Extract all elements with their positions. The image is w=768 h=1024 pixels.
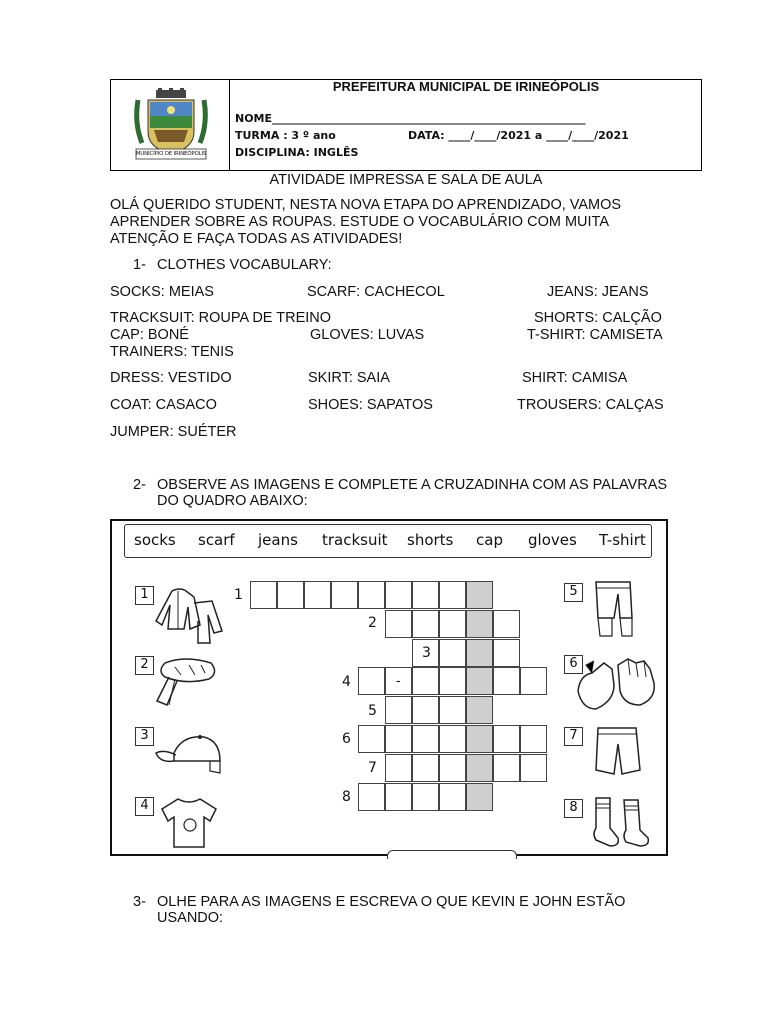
crossword-cell[interactable]: [493, 667, 520, 695]
crossword-cell[interactable]: [412, 696, 439, 724]
socks-icon: [588, 794, 654, 850]
crossword-cell[interactable]: [466, 610, 493, 638]
question-3-line-1: OLHE PARA AS IMAGENS E ESCREVA O QUE KEVIN E JOHN ESTÃO: [157, 894, 626, 910]
crossword-cell[interactable]: [466, 783, 493, 811]
crossword-cell[interactable]: [412, 725, 439, 753]
picture-number: 7: [564, 727, 583, 746]
word-bank-item: T-shirt: [599, 531, 646, 549]
crossword-cell[interactable]: [385, 754, 412, 782]
word-bank-item: shorts: [407, 531, 454, 549]
crossword-cell[interactable]: [439, 610, 466, 638]
picture-number: 5: [564, 583, 583, 602]
word-bank-item: socks: [134, 531, 176, 549]
crossword-cell[interactable]: [520, 725, 547, 753]
vocab-jeans: JEANS: JEANS: [547, 284, 649, 300]
crossword-cell[interactable]: [358, 667, 385, 695]
crossword-cell[interactable]: [385, 581, 412, 609]
word-bank-item: cap: [476, 531, 503, 549]
crossword-cell[interactable]: [304, 581, 331, 609]
vocab-cap: CAP: BONÉ: [110, 327, 189, 343]
vocab-skirt: SKIRT: SAIA: [308, 370, 390, 386]
vocab-dress: DRESS: VESTIDO: [110, 370, 232, 386]
word-bank-item: tracksuit: [322, 531, 388, 549]
crossword-cell[interactable]: [358, 783, 385, 811]
crossword-cell[interactable]: [466, 667, 493, 695]
crossword-bottom-tab: [387, 850, 517, 859]
crossword-cell[interactable]: [385, 725, 412, 753]
crossword-cell[interactable]: [439, 754, 466, 782]
question-3-line-2: USANDO:: [157, 910, 224, 926]
clue-number: 6: [342, 731, 351, 747]
clue-number: 1: [234, 587, 243, 603]
date-field: DATA: ____/____/2021 a ____/____/2021: [408, 129, 629, 142]
crossword-cell[interactable]: [439, 783, 466, 811]
activity-subtitle: ATIVIDADE IMPRESSA E SALA DE AULA: [269, 172, 543, 188]
crossword-cell[interactable]: [493, 639, 520, 667]
gloves-icon: [574, 655, 660, 715]
vocab-coat: COAT: CASACO: [110, 397, 217, 413]
crossword-cell[interactable]: [466, 754, 493, 782]
turma-label: TURMA : 3 º ano: [235, 129, 336, 142]
picture-number: 6: [564, 655, 583, 674]
crossword-cell[interactable]: [385, 696, 412, 724]
vocab-trainers: TRAINERS: TENIS: [110, 344, 234, 360]
crest-ribbon-text: MUNICÍPIO DE IRINEÓPOLIS: [135, 151, 207, 157]
question-2-line-2: DO QUADRO ABAIXO:: [157, 493, 308, 509]
clue-number: 7: [368, 760, 377, 776]
crossword-cell[interactable]: [412, 754, 439, 782]
tshirt-icon: [158, 795, 220, 851]
vocab-shorts: SHORTS: CALÇÃO: [534, 310, 662, 326]
crossword-cell[interactable]: [412, 610, 439, 638]
vocab-jumper: JUMPER: SUÉTER: [110, 424, 237, 440]
scarf-icon: [145, 655, 225, 709]
tracksuit-icon: [154, 585, 226, 647]
crossword-cell[interactable]: [358, 581, 385, 609]
question-3-number: 3-: [133, 894, 146, 910]
crossword-cell[interactable]: [385, 610, 412, 638]
clue-number: 5: [368, 703, 377, 719]
intro-line-3: ATENÇÃO E FAÇA TODAS AS ATIVIDADES!: [110, 231, 403, 247]
crossword-cell[interactable]: [439, 581, 466, 609]
picture-number: 2: [135, 656, 154, 675]
word-bank-item: jeans: [258, 531, 298, 549]
question-1-number: 1-: [133, 257, 146, 273]
crossword-cell[interactable]: [466, 639, 493, 667]
vocab-scarf: SCARF: CACHECOL: [307, 284, 445, 300]
crossword-cell[interactable]: [358, 725, 385, 753]
crossword-cell[interactable]: [277, 581, 304, 609]
vocab-socks: SOCKS: MEIAS: [110, 284, 214, 300]
crossword-cell[interactable]: [439, 639, 466, 667]
clue-number: 8: [342, 789, 351, 805]
vocab-gloves: GLOVES: LUVAS: [310, 327, 425, 343]
picture-number: 8: [564, 799, 583, 818]
crossword-cell[interactable]: [439, 696, 466, 724]
disciplina-label: DISCIPLINA: INGLÊS: [235, 146, 359, 159]
vocab-shirt: SHIRT: CAMISA: [522, 370, 628, 386]
clue-number: 3: [422, 645, 431, 661]
crossword-cell[interactable]: [493, 754, 520, 782]
vocab-tracksuit: TRACKSUIT: ROUPA DE TREINO: [110, 310, 332, 326]
vocab-tshirt: T-SHIRT: CAMISETA: [527, 327, 663, 343]
crossword-cell[interactable]: [493, 725, 520, 753]
crossword-cell[interactable]: [493, 610, 520, 638]
crossword-cell[interactable]: [520, 754, 547, 782]
word-bank-item: scarf: [198, 531, 235, 549]
question-2-line-1: OBSERVE AS IMAGENS E COMPLETE A CRUZADINHA COM AS PALAVRAS: [157, 477, 668, 493]
question-1-text: CLOTHES VOCABULARY:: [157, 257, 332, 273]
crossword-cell[interactable]: [466, 696, 493, 724]
crossword-cell[interactable]: [466, 725, 493, 753]
header-title: PREFEITURA MUNICIPAL DE IRINEÓPOLIS: [332, 79, 600, 94]
intro-line-1: OLÁ QUERIDO STUDENT, NESTA NOVA ETAPA DO APRENDIZADO, VAMOS: [110, 197, 622, 213]
crossword-cell[interactable]: [412, 581, 439, 609]
shorts-icon: [592, 724, 642, 780]
header-corner-mark: [112, 79, 118, 80]
crossword-cell[interactable]: [412, 783, 439, 811]
jeans-icon: [590, 578, 636, 640]
crossword-cell[interactable]: [250, 581, 277, 609]
picture-number: 1: [135, 586, 154, 605]
vocab-trousers: TROUSERS: CALÇAS: [517, 397, 664, 413]
crossword-cell[interactable]: [439, 725, 466, 753]
vocab-shoes: SHOES: SAPATOS: [308, 397, 433, 413]
picture-number: 4: [135, 797, 154, 816]
intro-line-2: APRENDER SOBRE AS ROUPAS. ESTUDE O VOCABULÁRIO COM MUITA: [110, 214, 609, 230]
crossword-cell[interactable]: [439, 667, 466, 695]
crossword-cell[interactable]: [466, 581, 493, 609]
question-2-number: 2-: [133, 477, 146, 493]
crossword-cell[interactable]: [331, 581, 358, 609]
cap-icon: [154, 733, 226, 777]
clue-number: 4: [342, 674, 351, 690]
picture-number: 3: [135, 727, 154, 746]
crossword-cell[interactable]: [412, 667, 439, 695]
crossword-cell[interactable]: [520, 667, 547, 695]
name-field: NOME_________________________________________________________: [235, 112, 586, 125]
word-bank-item: gloves: [528, 531, 577, 549]
clue-number: 2: [368, 615, 377, 631]
crossword-cell[interactable]: [385, 783, 412, 811]
prefilled-dash: -: [396, 674, 401, 689]
